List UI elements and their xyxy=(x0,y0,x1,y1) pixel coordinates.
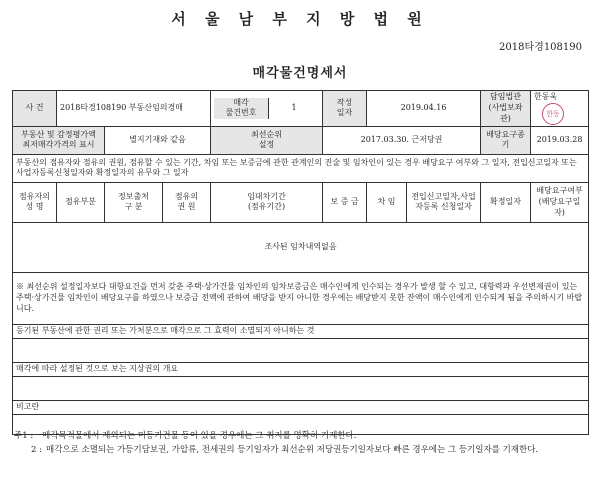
date-label: 작성 일자 xyxy=(323,91,367,127)
occupancy-description: 부동산의 점유자와 점유의 권원, 점유할 수 있는 기간, 차임 또는 보증금에 관한 관계인의 진술 및 임차인이 있는 경우 배당요구 여부와 그 일자, 전입신고일자 또는 사업자등록신청일자와 확정일자의 유무와 그 일자 xyxy=(13,154,589,182)
col-rent: 차 임 xyxy=(367,182,407,222)
col-occupant-name: 점유자의 성 명 xyxy=(13,182,57,222)
date-value: 2019.04.16 xyxy=(367,91,481,127)
appraisal-row xyxy=(13,126,589,154)
tenant-notice: ※ 최선순위 설정일자보다 대항요건을 먼저 갖춘 주택·상가건물 임차인의 임차보증금은 매수인에게 인수되는 경우가 발생 할 수 있고, 대항력과 우선변제권이 있는 주택·상가건물 임차인이 배당요구를 하였으나 보증금 전액에 관하여 배당을 받지 아니한 경우에는 배당받지 못한 잔액이 매수인에게 인수되게 됨을 주의하시기 바랍니다. xyxy=(13,272,589,324)
appraisal-label: 부동산 및 감정평가액 최저매각가격의 표시 xyxy=(13,126,105,154)
registered-rights-content xyxy=(13,338,589,362)
lien-value: 2017.03.30. 근저당권 xyxy=(323,126,481,154)
col-info-source: 정보출처 구 분 xyxy=(105,182,163,222)
footnote-key: 주1 : xyxy=(14,431,34,441)
occupancy-header-row xyxy=(13,182,589,222)
col-occupied-part: 점유부분 xyxy=(57,182,105,222)
col-dividend-request: 배당요구여부 (배당요구일자) xyxy=(531,182,589,222)
deadline-label: 배당요구종기 xyxy=(481,126,531,154)
judge-label: 담임법관 (사법보좌관) xyxy=(481,91,531,127)
case-value: 2018타경108190 부동산임의경매 xyxy=(57,91,211,127)
remarks-heading: 비고란 xyxy=(13,400,589,414)
item-number-label: 매각 물건번호 xyxy=(214,98,269,120)
item-number-value: 1 xyxy=(291,102,297,112)
occupancy-empty-message: 조사된 임차내역없음 xyxy=(13,222,589,272)
judge-name: 한동욱 xyxy=(534,92,558,101)
lien-label: 최선순위 설정 xyxy=(211,126,323,154)
court-name: 서 울 남 부 지 방 법 원 xyxy=(171,10,429,28)
case-info-row xyxy=(13,91,589,127)
document-title: 매각물건명세서 xyxy=(252,66,348,81)
col-fixed-date: 확정일자 xyxy=(481,182,531,222)
appraisal-value: 별지기재와 같음 xyxy=(105,126,211,154)
sale-item-table xyxy=(12,90,589,435)
footnote-item xyxy=(14,430,588,444)
judge-seal-icon: 한동 xyxy=(542,103,564,125)
col-title: 점유의 권 원 xyxy=(163,182,211,222)
col-deposit: 보 증 금 xyxy=(323,182,367,222)
surface-rights-content xyxy=(13,376,589,400)
surface-rights-heading: 매각에 따라 설정된 것으로 보는 지상권의 개요 xyxy=(13,362,589,376)
footnotes xyxy=(14,430,588,457)
footnote-item xyxy=(14,444,588,458)
footnote-key: 2 : xyxy=(31,444,42,455)
col-lease-period: 임대차기간 (점유기간) xyxy=(211,182,323,222)
case-label: 사 건 xyxy=(13,91,57,127)
registered-rights-heading: 등기된 부동산에 관한 권리 또는 가처분으로 매각으로 그 효력이 소멸되지 아니하는 것 xyxy=(13,324,589,338)
deadline-value: 2019.03.28 xyxy=(531,126,589,154)
header-case-number: 2018타경108190 xyxy=(499,42,582,53)
col-move-in-date: 전입신고일자,사업 자등록 신청일자 xyxy=(407,182,481,222)
footnote-text: 매각목적물에서 제외되는 미등기건물 등이 있을 경우에는 그 취지를 명확히 기재한다. xyxy=(42,431,357,441)
footnote-text: 매각으로 소멸되는 가등기담보권, 가압류, 전세권의 등기일자가 최선순위 저당권등기일자보다 빠른 경우에는 그 등기일자를 기재한다. xyxy=(46,444,539,455)
